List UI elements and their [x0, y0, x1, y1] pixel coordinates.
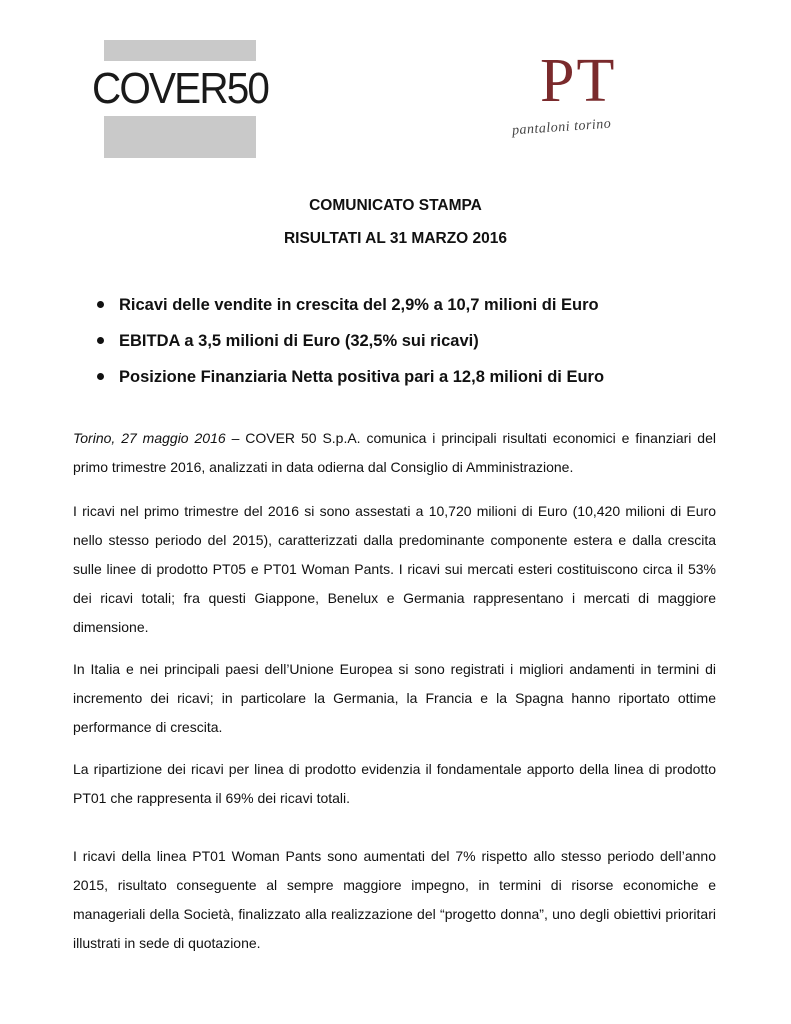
highlight-text: EBITDA a 3,5 milioni di Euro (32,5% sui ricavi) [119, 332, 479, 350]
press-release-title: COMUNICATO STAMPA [309, 197, 482, 214]
logo-bar-bottom [104, 116, 256, 158]
logo-bar-top [104, 40, 256, 61]
highlight-item [97, 294, 604, 330]
highlights-list [97, 294, 604, 402]
cover50-logo [91, 40, 269, 158]
bullet-icon [97, 337, 104, 344]
press-release-subtitle: RISULTATI AL 31 MARZO 2016 [283, 230, 508, 247]
highlight-text: Posizione Finanziaria Netta positiva pari a 12,8 milioni di Euro [119, 368, 605, 386]
place-date: Torino, 27 maggio 2016 [73, 430, 226, 446]
intro-text: – COVER 50 S.p.A. comunica i principali risultati economici e finanziari del primo trimestre 2016, analizzati in data odierna dal Consiglio di Amministrazione. [73, 430, 716, 475]
bullet-icon [97, 373, 104, 380]
pt-logo-letters: PT [540, 47, 617, 115]
paragraph-revenue: I ricavi nel primo trimestre del 2016 si sono assestati a 10,720 milioni di Euro (10,420 milioni di Euro nello stesso periodo del 2015), caratterizzati dalla predominante componente estera e dalla crescita sulle linee di prodotto PT05 e PT01 Woman Pants. I ricavi sui mercati esteri costituiscono circa il 53% dei ricavi totali; fra questi Giappone, Benelux e Germania rappresentano i mercati di maggiore dimensione. [73, 503, 716, 635]
highlight-item [97, 366, 604, 402]
highlight-text: Ricavi delle vendite in crescita del 2,9% a 10,7 milioni di Euro [119, 296, 599, 314]
paragraph-woman-pants: I ricavi della linea PT01 Woman Pants sono aumentati del 7% rispetto allo stesso periodo dell’anno 2015, risultato conseguente al sempre maggiore impegno, in termini di risorse economiche e manageriali della Società, finalizzato alla realizzazione del “progetto donna”, uno degli obiettivi prioritari illustrati in sede di quotazione. [73, 848, 716, 951]
paragraph-intro [73, 424, 716, 482]
paragraph-product-line: La ripartizione dei ricavi per linea di prodotto evidenzia il fondamentale apporto della linea di prodotto PT01 che rappresenta il 69% dei ricavi totali. [73, 761, 716, 806]
pt-logo-script: pantaloni torino [511, 116, 612, 139]
pt-logo [508, 47, 658, 150]
bullet-icon [97, 301, 104, 308]
paragraph-italy-eu: In Italia e nei principali paesi dell’Unione Europea si sono registrati i migliori andamenti in termini di incremento dei ricavi; in particolare la Germania, la Francia e la Spagna hanno riportato ottime performance di crescita. [73, 661, 716, 735]
cover50-wordmark: COVER50 [91, 63, 269, 113]
highlight-item [97, 330, 604, 366]
